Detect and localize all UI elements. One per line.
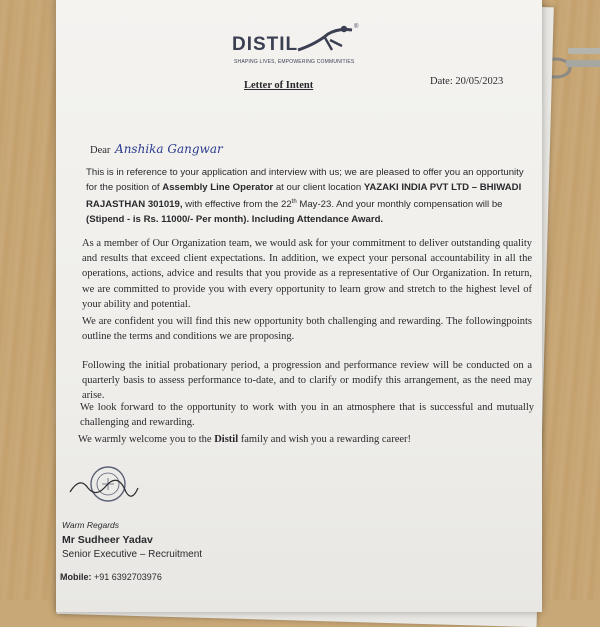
- offer-client: YAZAKI INDIA PVT LTD – BHIWADI RAJASTHAN 301019,: [86, 181, 522, 211]
- offer-text: at our client location: [273, 181, 364, 193]
- offer-text: May-23. And your monthly compensation will be: [296, 199, 503, 211]
- company-logo: [232, 24, 372, 68]
- paragraph-look-forward: We look forward to the opportunity to work with you in an atmosphere that is successful and mutually challenging and rewarding.: [80, 402, 534, 429]
- signer-title: Senior Executive – Recruitment: [62, 549, 203, 560]
- salutation-prefix: Dear: [90, 145, 111, 156]
- letter-date: Date: 20/05/2023: [430, 76, 504, 87]
- mobile-label: Mobile:: [60, 572, 92, 582]
- paragraph-offer: [86, 166, 536, 228]
- letter-heading: Letter of Intent: [244, 80, 314, 91]
- paragraph-probation: Following the initial probationary period, a progression and performance review will be conducted on a quarterly basis to assess performance to-date, and to clarify or modify this arrangement, as the need may arise.: [82, 360, 532, 402]
- paragraph-confidence: We are confident you will find this new opportunity both challenging and rewarding. The followingpoints outline the terms and conditions we are proposing.: [82, 316, 532, 343]
- signer-mobile: [60, 572, 162, 582]
- offer-text: with effective from the 22: [182, 199, 292, 211]
- mobile-number: +91 6392703976: [91, 572, 162, 582]
- logo-tagline: SHAPING LIVES, EMPOWERING COMMUNITIES: [234, 59, 355, 65]
- offer-text: This is in reference to your application and interview with us; we are pleased to offer you an opportunity for the position of: [86, 167, 524, 193]
- logo-wordmark: DISTIL: [232, 34, 299, 55]
- paragraph-commitment: As a member of Our Organization team, we would ask for your commitment to deliver outstanding quality and results that exceed client expectations. In addition, we expect your personal accountability in all the operations, actions, advice and results that you provide as a representative of Our Organization. In return, we are committed to provide you with every opportunity to learn grow and stretch to the highest level of your ability and potential.: [82, 238, 532, 310]
- recipient-name: Anshika Gangwar: [115, 142, 223, 156]
- offer-date-suffix: th: [291, 199, 297, 206]
- offer-stipend: (Stipend - is Rs. 11000/- Per month). Including Attendance Award.: [86, 213, 384, 225]
- company-seal-icon: [66, 462, 140, 508]
- running-figure-icon: [294, 24, 358, 54]
- logo-registered-mark: ®: [354, 24, 359, 30]
- salutation: [90, 142, 223, 156]
- offer-role: Assembly Line Operator: [162, 181, 274, 193]
- welcome-text: family and wish you a rewarding career!: [238, 434, 412, 445]
- closing-regards: Warm Regards: [62, 520, 119, 530]
- signer-name: Mr Sudheer Yadav: [62, 534, 153, 546]
- paragraph-welcome: [78, 432, 534, 447]
- welcome-brand: Distil: [214, 434, 239, 445]
- welcome-text: We warmly welcome you to the: [78, 434, 215, 445]
- letter-page: [56, 0, 542, 612]
